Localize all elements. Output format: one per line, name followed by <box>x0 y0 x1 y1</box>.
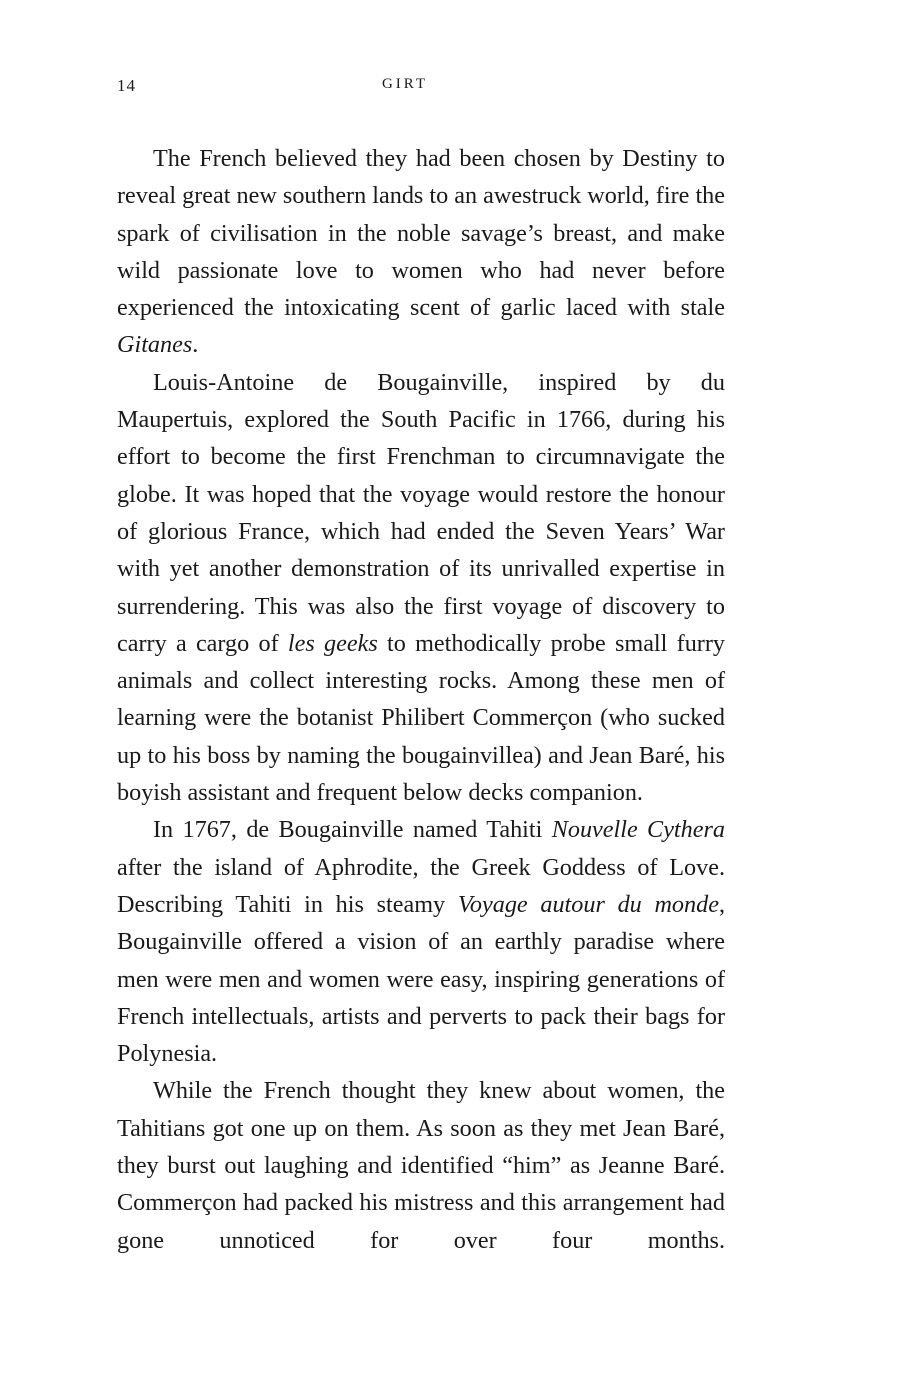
text-segment: , Bougainville offered a vision of an earthly paradise where men were men and women were easy, inspiring generations of French intellectuals, artists and perverts to pack their bags for Polynesia. <box>117 890 725 1068</box>
text-segment: to methodically probe small furry animals and collect interesting rocks. Among these men of learning were the botanist Philibert Commerçon (who sucked up to his boss by naming the bougainvillea) and Jean Baré, his boyish assistant and frequent below decks companion. <box>117 629 725 807</box>
italic-segment: les geeks <box>287 629 378 657</box>
running-head: GIRT <box>381 76 429 92</box>
paragraph-3 <box>117 811 725 1072</box>
paragraph-2 <box>117 364 725 812</box>
text-segment: The French believed they had been chosen by Destiny to reveal great new southern lands to an awestruck world, fire the spark of civilisation in the noble savage’s breast, and make wild passionate love to women who had never before experienced the intoxicating scent of garlic laced with stale <box>117 145 725 322</box>
text-segment: In 1767, de Bougainville named Tahiti <box>153 816 552 844</box>
body-text <box>117 140 725 1259</box>
italic-segment: Voyage autour du monde <box>457 890 719 918</box>
paragraph-4 <box>117 1072 725 1258</box>
text-segment: after the island of Aphrodite, the Greek Goddess of Love. Describing Tahiti in his steamy <box>117 853 725 918</box>
text-segment: Louis-Antoine de Bougainville, inspired by du Maupertuis, explored the South Pacific in 1766, during his effort to become the first Frenchman to circumnavigate the globe. It was hoped that the voyage would restore the honour of glorious France, which had ended the Seven Years’ War with yet another demonstration of its unrivalled expertise in surrendering. This was also the first voyage of discovery to carry a cargo of <box>117 368 725 657</box>
page-number: 14 <box>117 76 136 95</box>
italic-segment: Nouvelle Cythera <box>551 816 725 844</box>
italic-segment: Gitanes <box>117 331 193 359</box>
text-segment: . <box>192 331 199 359</box>
text-segment: While the French thought they knew about women, the Tahitians got one up on them. As soon as they met Jean Baré, they burst out laughing and identified “him” as Jeanne Baré. Commerçon had packed his mistress and this arrangement had gone unnoticed for over four months. <box>117 1077 725 1254</box>
page-header <box>0 76 900 100</box>
paragraph-1 <box>117 140 725 364</box>
